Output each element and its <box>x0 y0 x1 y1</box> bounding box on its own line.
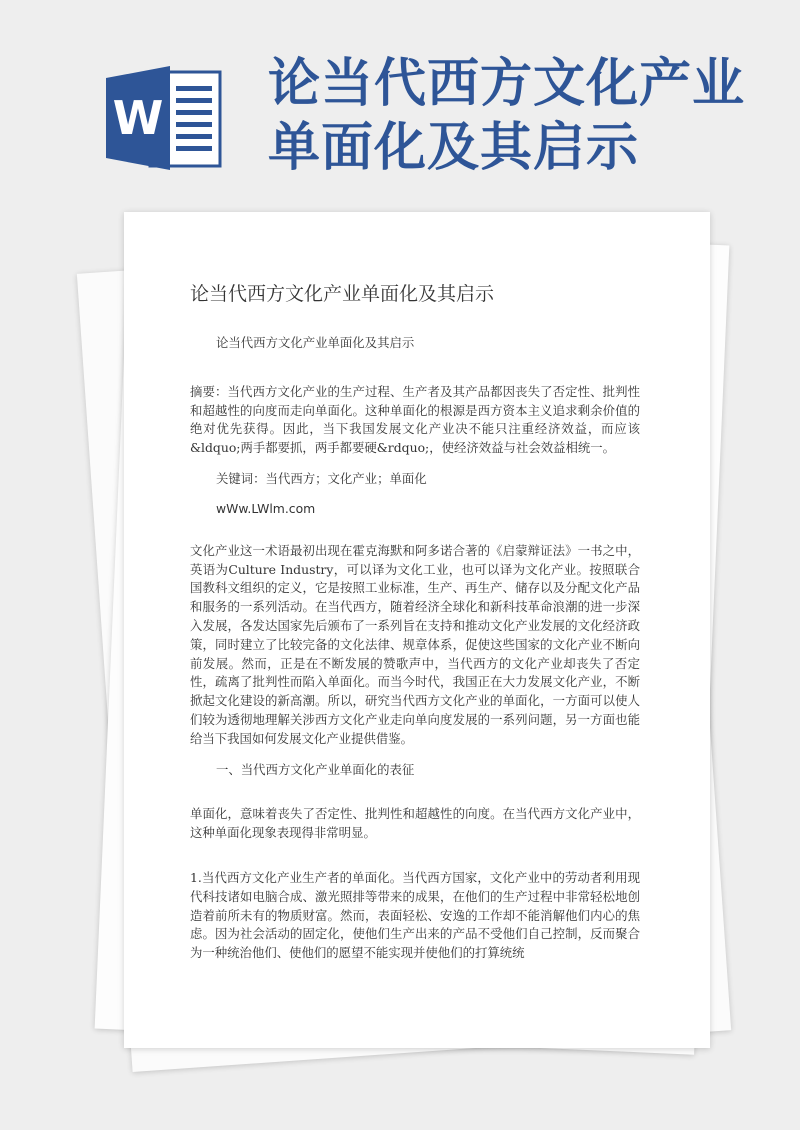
section-heading: 一、当代西方文化产业单面化的表征 <box>216 761 415 777</box>
word-document-icon <box>106 64 224 172</box>
document-subtitle: 论当代西方文化产业单面化及其启示 <box>216 335 415 350</box>
abstract-paragraph: 摘要：当代西方文化产业的生产过程、生产者及其产品都因丧失了否定性、批判性和超越性的向度而走向单面化。这种单面化的根源是西方资本主义追求剩余价值的绝对优先获得。因此，当下我国发展文化产业决不能只注重经济效益，而应该&ldquo;两手都要抓，两手都要硬&rdquo;，使经济效益与社会效益相统一。 <box>190 383 640 456</box>
source-url[interactable]: wWw.LWlm.com <box>216 500 316 516</box>
intro-paragraph: 文化产业这一术语最初出现在霍克海默和阿多诺合著的《启蒙辩证法》一书之中，英语为Culture Industry，可以译为文化工业，也可以译为文化产业。按照联合国教科文组织的定义，它是按照工业标准，生产、再生产、储存以及分配文化产品和服务的一系列活动。在当代西方，随着经济全球化和新科技革命浪潮的进一步深入发展，各发达国家先后颁布了一系列旨在支持和推动文化产业发展的文化经济政策，同时建立了比较完备的文化法律、规章体系，促使这些国家的文化产业不断向前发展。然而，正是在不断发展的赞歌声中，当代西方的文化产业却丧失了否定性，疏离了批判性而陷入单面化。而当今时代，我国正在大力发展文化产业，不断掀起文化建设的新高潮。所以，研究当代西方文化产业的单面化，一方面可以使人们较为透彻地理解关涉西方文化产业走向单向度发展的一系列问题，另一方面也能给当下我国如何发展文化产业提供借鉴。 <box>190 542 640 746</box>
word-icon-letter: W <box>112 91 164 145</box>
keywords-line: 关键词：当代西方；文化产业；单面化 <box>216 470 427 486</box>
body-paragraph: 1.当代西方文化产业生产者的单面化。当代西方国家，文化产业中的劳动者利用现代科技诸如电脑合成、激光照排等带来的成果，在他们的生产过程中非常轻松地创造着前所未有的物质财富。然而，表面轻松、安逸的工作却不能消解他们内心的焦虑。因为社会活动的固定化，使他们生产出来的产品不受他们自己控制，反而聚合为一种统治他们、使他们的愿望不能实现并使他们的打算统统 <box>190 869 640 961</box>
document-content <box>190 280 640 963</box>
banner-title: 论当代西方文化产业单面化及其启示 <box>268 54 746 178</box>
body-paragraph: 单面化，意味着丧失了否定性、批判性和超越性的向度。在当代西方文化产业中，这种单面化现象表现得非常明显。 <box>190 806 640 841</box>
page-bottom-fade <box>124 1000 710 1048</box>
document-title: 论当代西方文化产业单面化及其启示 <box>190 283 495 305</box>
